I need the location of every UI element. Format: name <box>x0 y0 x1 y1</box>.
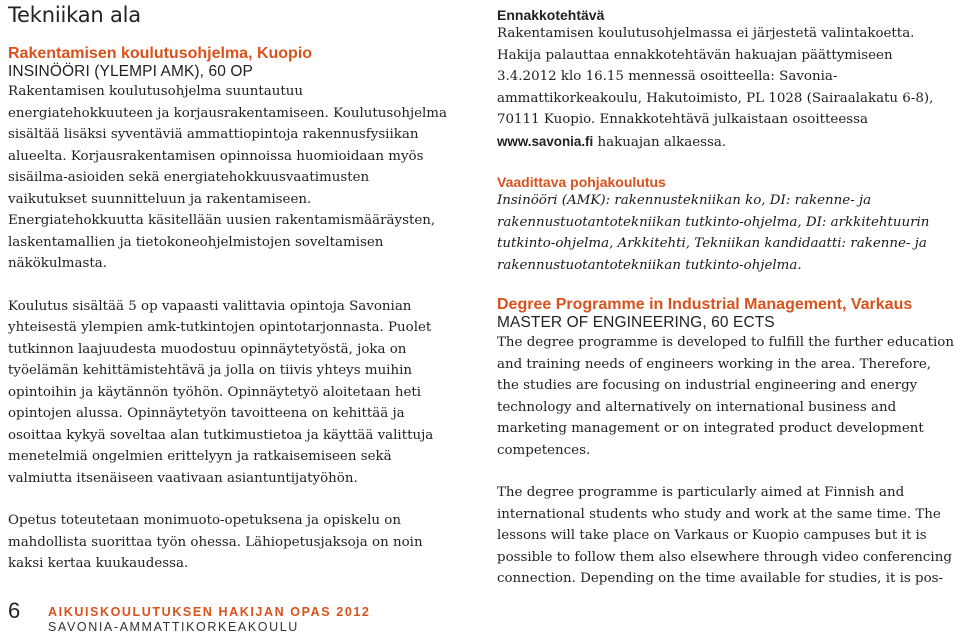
ennakkotehtava-text <box>497 23 955 153</box>
footer-title: AIKUISKOULUTUKSEN HAKIJAN OPAS 2012 <box>48 605 371 619</box>
programme-paragraph-3: Opetus toteutetaan monimuoto-opetuksena ja opiskelu on mahdollista suorittaa työn ohessa. Lähiopetusjaksoja on noin kaksi kertaa kuukaudessa. <box>8 513 423 571</box>
section-title: Tekniikan ala <box>8 3 141 27</box>
pohjakoulutus-text: Insinööri (AMK): rakennustekniikan ko, DI: rakenne- ja rakennustuotantotekniikan tutkinto-ohjelma, DI: arkkitehtuurin tutkinto-ohjelma, Arkkitehti, Tekniikan kandidaatti: rakenne- ja rakennustuotantotekniikan tutkinto-ohjelma. <box>497 193 930 273</box>
savonia-link[interactable]: www.savonia.fi <box>497 133 594 149</box>
industrial-paragraph-1: The degree programme is developed to fulfill the further education and training needs of engineers working in the area. Therefore, the studies are focusing on industrial engineering and energy technology and alternatively on international business and marketing management or on integrated product development competences. <box>497 335 954 458</box>
pohjakoulutus-heading: Vaadittava pohjakoulutus <box>497 174 666 190</box>
right-column <box>497 7 955 590</box>
programme-title-rakentaminen: Rakentamisen koulutusohjelma, Kuopio <box>8 45 313 62</box>
programme-paragraph-1: Rakentamisen koulutusohjelma suuntautuu energiatehokkuuteen ja korjausrakentamiseen. Koulutusohjelma sisältää lisäksi syventäviä ammattiopintoja rakennusfysiikan alueelta. Korjausrakentamisen opinnoissa huomioidaan myös sisäilma-asioiden sekä energiatehokkuusvaatimusten vaikutukset suunnitteluun ja rakentamiseen. Energiatehokkuutta käsitellään uusien rakentamismääräysten, laskentamallien ja tietokoneohjelmistojen soveltamisen näkökulmasta. <box>8 84 447 271</box>
left-column <box>8 0 448 575</box>
programme-degree-industrial-management: MASTER OF ENGINEERING, 60 ECTS <box>497 314 775 331</box>
ennakkotehtava-heading: Ennakkotehtävä <box>497 7 605 23</box>
programme-title-industrial-management: Degree Programme in Industrial Management, Varkaus <box>497 296 913 313</box>
footer <box>48 605 370 635</box>
page-number: 6 <box>8 598 21 623</box>
ennakkotehtava-text-end: hakuajan alkaessa. <box>593 134 727 150</box>
footer-subtitle: SAVONIA-AMMATTIKORKEAKOULU <box>48 620 299 634</box>
programme-degree-rakentaminen: INSINÖÖRI (YLEMPI AMK), 60 OP <box>8 63 253 80</box>
ennakkotehtava-text-start: Rakentamisen koulutusohjelmassa ei järjestetä valintakoetta. Hakija palauttaa ennakkotehtävän hakuajan päättymiseen 3.4.2012 klo 16.15 mennessä osoitteella: Savonia-ammattikorkeakoulu, Hakutoimisto, PL 1028 (Sairaalakatu 6-8), 70111 Kuopio. Ennakkotehtävä julkaistaan osoitteessa <box>497 26 934 127</box>
programme-paragraph-2: Koulutus sisältää 5 op vapaasti valittavia opintoja Savonian yhteisestä ylempien amk-tutkintojen opintotarjonnasta. Puolet tutkinnon laajuudesta muodostuu opinnäytetyöstä, joka on työelämän kehittämistehtävä ja jolla on tiivis yhteys muihin opintoihin ja käytännön työhön. Opinnäytetyö aloitetaan heti opintojen alussa. Opinnäytetyön tavoitteena on kehittää ja osoittaa kykyä soveltaa alan tutkimustietoa ja käyttää valittuja menetelmiä ongelmien erittelyyn ja ratkaisemiseen sekä valmiutta itsenäiseen vaativaan asiantuntijatyöhön. <box>8 298 434 486</box>
industrial-paragraph-2: The degree programme is particularly aimed at Finnish and international students who study and work at the same time. The lessons will take place on Varkaus or Kuopio campuses but it is possible to follow them also elsewhere through video conferencing connection. Depending on the time available for studies, it is pos- <box>497 485 952 586</box>
